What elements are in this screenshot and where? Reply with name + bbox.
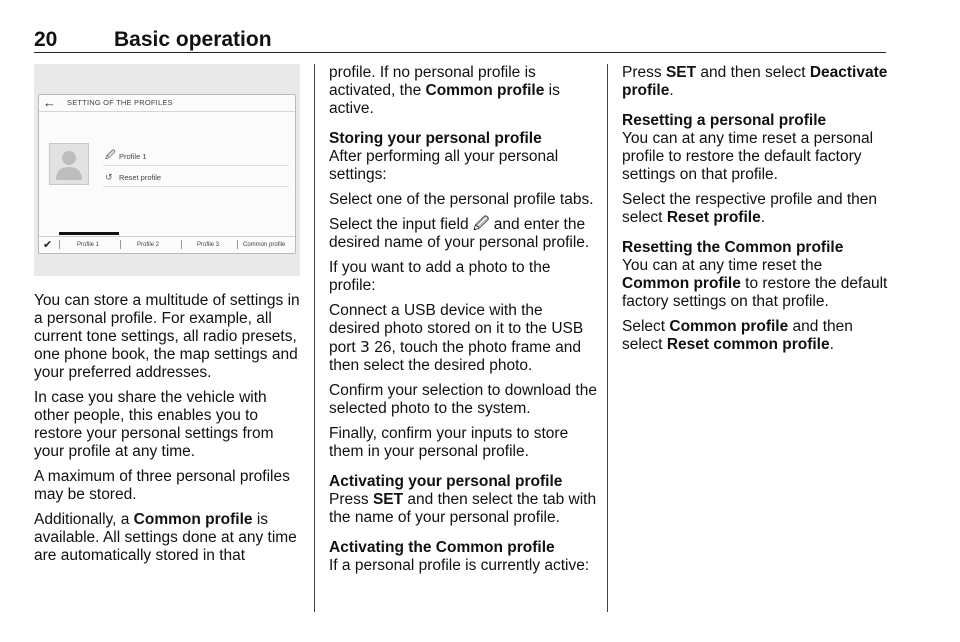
subheading: Activating your personal profile [329,473,563,490]
paragraph: Confirm your selection to download the selected photo to the system. [329,382,597,417]
profile-tab-bar [39,236,295,253]
paragraph: In case you share the vehicle with other people, this enables you to restore your personal settings from your profile at any time. [34,389,274,460]
paragraph: profile. If no personal profile is activated, the Common profile is active. [329,64,560,117]
row-divider [103,186,289,187]
profile-name-field[interactable]: Profile 1 [119,152,147,161]
page-number: 20 [34,28,58,51]
infotainment-screen [38,94,296,254]
back-arrow-icon[interactable]: ← [43,95,56,110]
reset-icon: ↺ [105,172,113,182]
pencil-icon[interactable]: 🖉 [105,150,116,161]
paragraph: A maximum of three personal profiles may be stored. [34,468,290,503]
subheading: Storing your personal profile [329,130,542,147]
section-title: Basic operation [114,28,272,51]
header-rule [34,52,886,53]
paragraph: Select one of the personal profile tabs. [329,191,594,208]
tab-common-profile[interactable]: Common profile [243,242,286,248]
tab-separator [181,240,182,249]
profile-settings-figure [34,64,300,276]
page-reference-icon: 3 [360,338,370,356]
paragraph: After performing all your personal settings: [329,148,559,183]
paragraph: You can store a multitude of settings in a personal profile. For example, all current tone settings, all radio presets, one phone book, the map settings and your preferred addresses. [34,292,300,381]
paragraph: Additionally, a Common profile is available. All settings done at any time are automatically stored in that [34,511,297,564]
row-divider [103,165,289,166]
tab-separator [120,240,121,249]
checkmark-icon[interactable]: ✔ [43,239,53,251]
active-tab-indicator [59,232,119,235]
subheading: Resetting a personal profile [622,112,827,129]
subheading: Resetting the Common profile [622,239,844,256]
screen-title: SETTING OF THE PROFILES [67,98,173,107]
paragraph: Select the respective profile and then select Reset profile. [622,191,878,226]
column-2 [329,64,597,582]
paragraph: If you want to add a photo to the profile: [329,259,551,294]
column-divider [607,64,608,612]
paragraph: You can at any time reset the Common profile to restore the default factory settings on that profile. [622,257,888,310]
tab-profile-2[interactable]: Profile 2 [137,242,160,248]
column-divider [314,64,315,612]
tab-separator [59,240,60,249]
paragraph: Press SET and then select the tab with the name of your personal profile. [329,491,597,526]
screen-title-bar [39,95,295,112]
avatar-placeholder-icon[interactable] [49,143,89,185]
page-header [34,28,886,52]
paragraph: You can at any time reset a personal profile to restore the default factory settings on that profile. [622,130,874,183]
column-3 [622,64,890,361]
paragraph: Finally, confirm your inputs to store them in your personal profile. [329,425,569,460]
reset-profile-item[interactable]: Reset profile [119,173,162,182]
paragraph: Select the input field 🖉 and enter the desired name of your personal profile. [329,216,590,251]
paragraph: Select Common profile and then select Reset common profile. [622,318,853,353]
paragraph: If a personal profile is currently active: [329,557,590,574]
tab-separator [237,240,238,249]
paragraph: Press SET and then select Deactivate profile. [622,64,888,99]
tab-profile-3[interactable]: Profile 3 [197,242,220,248]
subheading: Activating the Common profile [329,539,555,556]
pencil-icon: 🖉 [472,216,490,233]
column-1 [34,64,300,572]
tab-profile-1[interactable]: Profile 1 [77,242,100,248]
paragraph: Connect a USB device with the desired photo stored on it to the USB port 3 26, touch the photo frame and then select the desired photo. [329,302,584,374]
